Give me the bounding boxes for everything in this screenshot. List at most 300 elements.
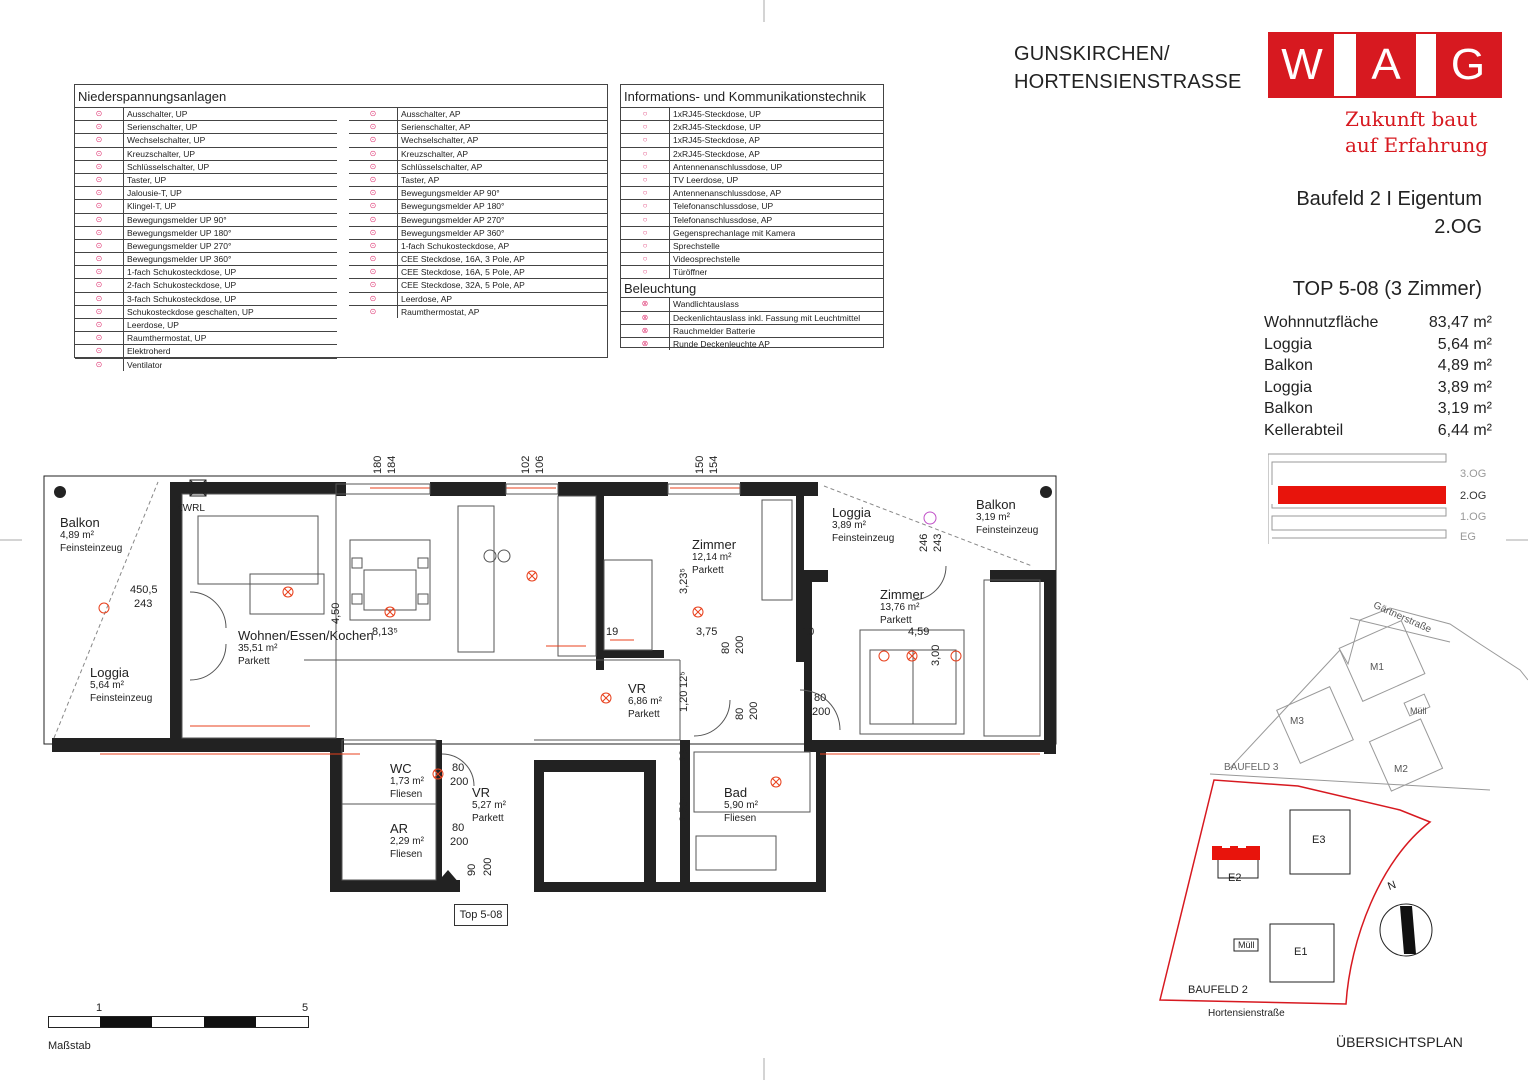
legend-row (349, 227, 607, 240)
legend-label: Taster, AP (401, 174, 440, 185)
legend-label: Schlüsselschalter, UP (127, 161, 210, 172)
legend-symbol-icon: ⊙ (75, 200, 124, 212)
legend-label: Bewegungsmelder AP 270° (401, 214, 505, 225)
wall-south-left (52, 738, 344, 752)
scale-tick-1: 1 (96, 1002, 103, 1014)
legend-symbol-icon: ⊗ (621, 325, 670, 337)
legend-symbol-icon: ⊙ (349, 121, 398, 133)
room-floor: Parkett (880, 615, 912, 626)
legend-symbol-icon: ⊙ (349, 134, 398, 146)
legend-row (75, 161, 337, 174)
scale-graphic (48, 1016, 310, 1030)
legend-label: Klingel-T, UP (127, 201, 177, 212)
legend-symbol-icon: ○ (621, 121, 670, 133)
area-row (1264, 312, 1492, 334)
legend-col-up (75, 108, 337, 371)
dim-label: 12⁵ (678, 671, 690, 688)
dim-label: 106 (534, 455, 546, 474)
area-label: Kellerabteil (1264, 421, 1344, 439)
legend-symbol-icon: ⊙ (75, 266, 124, 278)
legend-label: Bewegungsmelder UP 180° (127, 227, 232, 238)
logo-letter-g: G (1436, 34, 1500, 96)
legend-label: 1xRJ45-Steckdose, AP (673, 135, 760, 146)
legend-row (349, 108, 607, 121)
legend-symbol-icon: ⊙ (349, 227, 398, 239)
legend-row (349, 121, 607, 134)
legend-row (75, 279, 337, 292)
room-bad (724, 786, 758, 825)
room-area: 1,73 m² (390, 776, 424, 787)
room-floor: Feinsteinzeug (90, 693, 153, 704)
legend-label: TV Leerdose, UP (673, 174, 739, 185)
legend-symbol-icon: ○ (621, 200, 670, 212)
legend-row (621, 161, 883, 174)
legend-symbol-icon: ⊙ (75, 345, 124, 357)
legend-row (349, 148, 607, 161)
logo-letter-w: W (1270, 34, 1334, 96)
legend-symbol-icon: ⊙ (75, 240, 124, 252)
tagline-line-1: Zukunft baut (1345, 107, 1478, 131)
room-name: Loggia (832, 505, 872, 520)
legend-symbol-icon: ⊙ (349, 266, 398, 278)
legend-label: Kreuzschalter, AP (401, 148, 469, 159)
legend-row (75, 306, 337, 319)
legend-row (75, 319, 337, 332)
legend-symbol-icon: ○ (621, 174, 670, 186)
legend-label: Bewegungsmelder UP 360° (127, 254, 232, 265)
dim-label: 8,13⁵ (372, 626, 398, 638)
legend-electrical-title: Niederspannungsanlagen (75, 85, 607, 108)
legend-symbol-icon: ○ (621, 134, 670, 146)
room-floor: Fliesen (724, 813, 757, 824)
legend-symbol-icon: ○ (621, 240, 670, 252)
legend-row (621, 200, 883, 213)
area-label: Balkon (1264, 357, 1313, 374)
legend-col-ikt (621, 108, 883, 278)
room-area: 6,86 m² (628, 696, 662, 707)
legend-row (75, 332, 337, 345)
dim-label: 19 (606, 626, 619, 638)
dim-label: 200 (812, 706, 831, 718)
site-building-m2: M2 (1394, 764, 1408, 775)
area-label: Loggia (1264, 378, 1313, 396)
legend-row (75, 174, 337, 187)
legend-symbol-icon: ⊙ (75, 253, 124, 265)
legend-symbol-icon: ○ (621, 148, 670, 160)
legend-row (75, 345, 337, 358)
legend-row (349, 266, 607, 279)
legend-label: Türöffner (673, 267, 708, 278)
legend-symbol-icon: ⊙ (349, 293, 398, 305)
site-building-m1: M1 (1370, 662, 1384, 673)
area-value: 83,47 m² (1428, 314, 1492, 331)
scale-label: Maßstab (48, 1040, 91, 1052)
floor-stack-graphic (1268, 452, 1450, 544)
room-name: Loggia (90, 665, 130, 680)
legend-label: Wechselschalter, AP (401, 135, 479, 146)
scale-tick-5: 5 (302, 1002, 309, 1014)
legend-row (75, 134, 337, 147)
room-floor: Fliesen (390, 849, 423, 860)
dim-label: 4,59 (908, 626, 930, 638)
address-line-1: GUNSKIRCHEN/ (1014, 43, 1170, 65)
legend-col-ap (349, 108, 607, 371)
legend-symbol-icon: ⊙ (349, 108, 398, 120)
legend-row (621, 338, 883, 350)
dim-label: 10 (802, 626, 815, 638)
legend-symbol-icon: ⊙ (75, 108, 124, 120)
legend-label: Antennenanschlussdose, UP (673, 161, 783, 172)
room-floor: Fliesen (390, 789, 423, 800)
legend-label: Bewegungsmelder UP 270° (127, 240, 232, 251)
room-floor: Parkett (628, 709, 660, 720)
legend-row (349, 306, 607, 318)
area-value: 3,19 m² (1437, 400, 1492, 417)
dim-label: 450,5 (130, 584, 158, 596)
room-area: 35,51 m² (238, 643, 278, 654)
dim-label: 90 (466, 863, 478, 876)
legend-label: CEE Steckdose, 16A, 5 Pole, AP (401, 267, 525, 278)
area-value: 5,64 m² (1437, 335, 1492, 353)
legend-label: 1-fach Schukosteckdose, UP (127, 267, 237, 278)
room-area: 5,64 m² (90, 680, 124, 691)
legend-symbol-icon: ⊙ (349, 187, 398, 199)
room-balkon-west (60, 516, 122, 555)
tagline-line-2: auf Erfahrung (1345, 133, 1489, 157)
legend-row (621, 312, 883, 325)
legend-electrical (74, 84, 608, 370)
dim-label: 154 (708, 455, 720, 474)
legend-symbol-icon: ⊙ (75, 227, 124, 239)
dim-label: 200 (748, 701, 760, 720)
room-name: VR (628, 681, 647, 696)
room-area: 5,27 m² (472, 800, 506, 811)
legend-electrical-body (75, 108, 607, 371)
legend-row (621, 148, 883, 161)
room-floor: Feinsteinzeug (60, 543, 123, 554)
area-value: 3,89 m² (1437, 378, 1492, 396)
legend-communication (620, 84, 884, 348)
site-baufeld-2: BAUFELD 2 (1188, 984, 1248, 996)
room-floor: Feinsteinzeug (976, 525, 1039, 536)
room-area: 12,14 m² (692, 552, 732, 563)
legend-row (75, 253, 337, 266)
dim-label: 102 (520, 455, 532, 474)
site-plan-title: ÜBERSICHTSPLAN (1336, 1034, 1463, 1050)
room-name: VR (472, 785, 491, 800)
room-name: AR (390, 821, 409, 836)
legend-row (621, 253, 883, 266)
legend-communication-title: Informations- und Kommunikationstechnik (621, 85, 883, 108)
area-row (1264, 334, 1492, 356)
legend-label: Bewegungsmelder AP 360° (401, 227, 505, 238)
legend-label: Sprechstelle (673, 240, 720, 251)
room-name: WC (390, 761, 412, 776)
room-area: 2,29 m² (390, 836, 424, 847)
legend-row (621, 298, 883, 311)
area-value: 4,89 m² (1437, 357, 1492, 374)
dim-label: 80 (452, 822, 465, 834)
site-building-muell-north: Müll (1410, 706, 1427, 716)
floor-eg: EG (1460, 531, 1476, 543)
legend-symbol-icon: ⊙ (349, 279, 398, 291)
room-zimmer-2 (880, 588, 924, 627)
legend-row (75, 266, 337, 279)
dim-label: 243 (932, 533, 944, 552)
legend-label: Deckenlichtauslass inkl. Fassung mit Leuchtmittel (673, 312, 861, 323)
room-loggia-east (832, 506, 894, 545)
legend-label: Bewegungsmelder AP 90° (401, 188, 500, 199)
area-row (1264, 420, 1492, 442)
legend-symbol-icon: ○ (621, 253, 670, 265)
legend-label: Ausschalter, UP (127, 109, 188, 119)
legend-lighting-title: Beleuchtung (621, 278, 883, 298)
legend-label: Telefonanschlussdose, UP (673, 201, 774, 212)
legend-row (75, 359, 337, 371)
legend-label: Taster, UP (127, 174, 167, 185)
room-name: Zimmer (880, 587, 925, 602)
legend-label: Schukosteckdose geschalten, UP (127, 306, 254, 317)
entrance-label: Top 5-08 (454, 904, 508, 926)
room-wc (390, 762, 424, 801)
dim-label: 243 (134, 598, 153, 610)
legend-symbol-icon: ○ (621, 108, 670, 120)
logo-letter-a: A (1356, 34, 1416, 96)
area-label: Loggia (1264, 335, 1313, 353)
legend-row (621, 266, 883, 278)
room-area: 3,19 m² (976, 512, 1010, 523)
legend-symbol-icon: ⊙ (349, 306, 398, 318)
legend-label: Serienschalter, AP (401, 122, 471, 133)
legend-row (621, 187, 883, 200)
legend-label: 1xRJ45-Steckdose, UP (673, 109, 761, 119)
legend-label: Videosprechstelle (673, 254, 740, 265)
site-street-hortensien: Hortensienstraße (1208, 1008, 1285, 1019)
site-building-e1: E1 (1294, 946, 1308, 958)
legend-row (75, 148, 337, 161)
legend-label: Bewegungsmelder AP 180° (401, 201, 505, 212)
room-floor: Parkett (238, 656, 270, 667)
legend-row (621, 108, 883, 121)
room-balkon-east (976, 498, 1038, 537)
legend-row (75, 108, 337, 121)
room-vr-1 (628, 682, 662, 721)
legend-symbol-icon: ⊙ (75, 293, 124, 305)
room-floor: Parkett (692, 565, 724, 576)
legend-symbol-icon: ○ (621, 266, 670, 278)
dim-label: 200 (450, 776, 469, 788)
floor-plan (40, 470, 1060, 910)
site-building-muell-south: Müll (1238, 940, 1255, 950)
room-area: 5,90 m² (724, 800, 758, 811)
room-area: 13,76 m² (880, 602, 920, 613)
legend-label: Telefonanschlussdose, AP (673, 214, 773, 225)
legend-row (349, 293, 607, 306)
dim-label: 3,00 (930, 644, 942, 666)
floor-2og-active: 2.OG (1460, 490, 1487, 502)
legend-row (75, 227, 337, 240)
dim-label: 3,75 (696, 626, 718, 638)
kwrl-label: KWRL (176, 503, 205, 514)
legend-row (349, 214, 607, 227)
floor-label: 2.OG (1434, 216, 1482, 238)
room-name: Bad (724, 785, 748, 800)
legend-label: Antennenanschlussdose, AP (673, 188, 782, 199)
legend-symbol-icon: ⊗ (621, 298, 670, 310)
dim-label: 23 (678, 749, 690, 762)
dim-label: 1,20 (678, 690, 690, 712)
dim-label: 200 (734, 635, 746, 654)
legend-row (621, 121, 883, 134)
legend-symbol-icon: ○ (621, 214, 670, 226)
legend-row (75, 200, 337, 213)
legend-row (621, 325, 883, 338)
legend-label: 3-fach Schukosteckdose, UP (127, 293, 237, 304)
room-name: Balkon (976, 497, 1016, 512)
legend-row (75, 240, 337, 253)
room-area: 3,89 m² (832, 520, 866, 531)
legend-label: Raumthermostat, AP (401, 306, 480, 317)
legend-label: 1-fach Schukosteckdose, AP (401, 240, 510, 251)
room-vr-2 (472, 786, 506, 825)
legend-symbol-icon: ⊙ (349, 161, 398, 173)
baufeld-label: Baufeld 2 I Eigentum (1296, 188, 1482, 210)
legend-symbol-icon: ○ (621, 187, 670, 199)
logo-tagline (1345, 106, 1488, 158)
dim-label: 80 (734, 707, 746, 720)
site-building-e3: E3 (1312, 834, 1326, 846)
legend-symbol-icon: ⊙ (75, 332, 124, 344)
dim-label: 200 (450, 836, 469, 848)
dim-label: 184 (386, 455, 398, 474)
area-row (1264, 398, 1492, 420)
dim-label: 150 (694, 455, 706, 474)
legend-symbol-icon: ⊙ (349, 174, 398, 186)
legend-label: Schlüsselschalter, AP (401, 161, 483, 172)
legend-label: Leerdose, UP (127, 320, 179, 330)
project-address (1014, 40, 1242, 96)
legend-row (349, 240, 607, 253)
legend-symbol-icon: ⊙ (75, 148, 124, 160)
area-label: Balkon (1264, 400, 1313, 417)
legend-col-light (621, 298, 883, 350)
room-area: 4,89 m² (60, 530, 94, 541)
legend-symbol-icon: ⊙ (349, 148, 398, 160)
legend-row (349, 134, 607, 147)
legend-symbol-icon: ⊙ (349, 200, 398, 212)
legend-symbol-icon: ⊙ (75, 174, 124, 186)
legend-row (621, 174, 883, 187)
legend-row (349, 253, 607, 266)
area-table (1264, 312, 1492, 441)
room-zimmer-1 (692, 538, 736, 577)
area-row (1264, 355, 1492, 377)
legend-symbol-icon: ⊙ (75, 279, 124, 291)
legend-row (621, 134, 883, 147)
legend-label: Ventilator (127, 359, 163, 370)
legend-label: 2xRJ45-Steckdose, UP (673, 122, 761, 133)
legend-label: Serienschalter, UP (127, 122, 198, 133)
legend-label: 2-fach Schukosteckdose, UP (127, 280, 237, 291)
legend-label: CEE Steckdose, 32A, 5 Pole, AP (401, 280, 525, 291)
legend-symbol-icon: ⊙ (349, 240, 398, 252)
room-name: Zimmer (692, 537, 737, 552)
legend-symbol-icon: ⊙ (349, 214, 398, 226)
legend-symbol-icon: ⊙ (75, 306, 124, 318)
room-name: Balkon (60, 515, 100, 530)
legend-row (349, 200, 607, 213)
legend-label: Rauchmelder Batterie (673, 325, 756, 336)
floor-3og: 3.OG (1460, 468, 1487, 480)
legend-row (349, 187, 607, 200)
legend-symbol-icon: ⊙ (75, 359, 124, 371)
legend-symbol-icon: ⊙ (75, 121, 124, 133)
legend-symbol-icon: ⊙ (75, 161, 124, 173)
legend-label: Elektroherd (127, 346, 171, 357)
legend-label: Bewegungsmelder UP 90° (127, 214, 227, 225)
legend-symbol-icon: ○ (621, 227, 670, 239)
legend-row (75, 187, 337, 200)
dim-label: 80 (452, 762, 465, 774)
address-line-2: HORTENSIENSTRASSE (1014, 71, 1242, 93)
dim-label: 2,50⁵ (678, 796, 690, 822)
dim-label: 80 (814, 692, 827, 704)
legend-label: CEE Steckdose, 16A, 3 Pole, AP (401, 254, 525, 265)
dim-label: 80 (720, 641, 732, 654)
site-baufeld-3: BAUFELD 3 (1224, 762, 1279, 773)
area-row (1264, 377, 1492, 399)
legend-label: Jalousie-T, UP (127, 188, 182, 199)
legend-symbol-icon: ⊙ (75, 134, 124, 146)
legend-row (349, 174, 607, 187)
unit-title: TOP 5-08 (3 Zimmer) (1292, 278, 1482, 300)
legend-symbol-icon: ⊗ (621, 338, 670, 350)
north-arrow-label: N (1386, 879, 1398, 893)
room-wohnen (238, 629, 374, 668)
legend-label: Wechselschalter, UP (127, 135, 206, 146)
legend-row (75, 293, 337, 306)
room-floor: Parkett (472, 813, 504, 824)
legend-row (621, 214, 883, 227)
area-value: 6,44 m² (1437, 421, 1492, 439)
legend-label: Runde Deckenleuchte AP (673, 339, 770, 349)
legend-label: Gegensprechanlage mit Kamera (673, 227, 796, 238)
wag-logo (1268, 32, 1502, 98)
site-street-gaertner: Gärtnerstraße (1371, 600, 1433, 636)
legend-row (621, 227, 883, 240)
area-label: Wohnnutzfläche (1264, 314, 1379, 331)
dim-label: 3,23⁵ (678, 568, 690, 594)
dim-label: 4,50 (330, 602, 342, 624)
legend-symbol-icon: ⊙ (75, 187, 124, 199)
legend-row (349, 279, 607, 292)
legend-label: Leerdose, AP (401, 293, 453, 304)
legend-row (75, 214, 337, 227)
legend-symbol-icon: ○ (621, 161, 670, 173)
legend-label: Kreuzschalter, UP (127, 148, 196, 159)
legend-symbol-icon: ⊙ (75, 319, 124, 331)
dim-label: 180 (372, 455, 384, 474)
room-loggia-west (90, 666, 152, 705)
legend-row (349, 161, 607, 174)
site-building-e2: E2 (1228, 872, 1242, 884)
legend-label: Ausschalter, AP (401, 109, 461, 119)
site-plan (1150, 590, 1528, 1020)
legend-symbol-icon: ⊗ (621, 312, 670, 324)
site-building-m3: M3 (1290, 716, 1304, 727)
legend-label: 2xRJ45-Steckdose, AP (673, 148, 760, 159)
legend-row (75, 121, 337, 134)
